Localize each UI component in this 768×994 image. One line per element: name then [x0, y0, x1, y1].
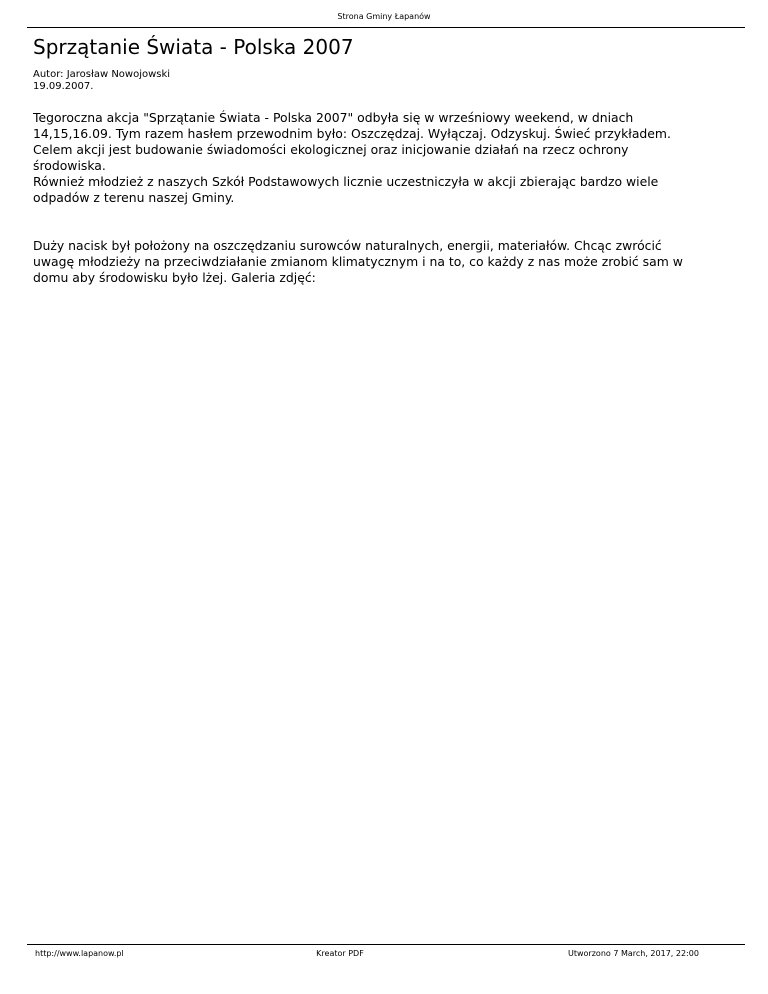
article-title: Sprzątanie Świata - Polska 2007 — [33, 35, 354, 59]
page-header-site-name: Strona Gminy Łapanów — [337, 12, 431, 21]
footer-url: http://www.lapanow.pl — [35, 949, 124, 958]
article-meta — [33, 69, 170, 93]
article-body — [33, 110, 745, 286]
article-date: 19.09.2007. — [33, 81, 94, 92]
footer-generator: Kreator PDF — [316, 949, 364, 958]
footer-created-date: Utworzono 7 March, 2017, 22:00 — [568, 949, 699, 958]
article-paragraph: Duży nacisk był położony na oszczędzaniu surowców naturalnych, energii, materiałów. Chcąc zwrócić uwagę młodzieży na przeciwdziałanie zmianom klimatycznym i na to, co każdy z nas może zrobić sam w domu aby środowisku było lżej. Galeria zdjęć: — [33, 238, 683, 285]
article-paragraph: Tegoroczna akcja "Sprzątanie Świata - Polska 2007" odbyła się w wrześniowy weekend, w dniach 14,15,16.09. Tym razem hasłem przewodnim było: Oszczędzaj. Wyłączaj. Odzyskuj. Świeć przykładem. Celem akcji jest budowanie świadomości ekologicznej oraz inicjowanie działań na rzecz ochrony środowiska. Również młodzież z naszych Szkół Podstawowych licznie uczestniczyła w akcji zbierając bardzo wiele odpadów z terenu naszej Gminy. — [33, 110, 671, 205]
footer-divider — [27, 944, 745, 945]
header-divider — [27, 27, 745, 28]
paragraph-spacer — [33, 206, 745, 238]
article-author: Autor: Jarosław Nowojowski — [33, 69, 171, 80]
